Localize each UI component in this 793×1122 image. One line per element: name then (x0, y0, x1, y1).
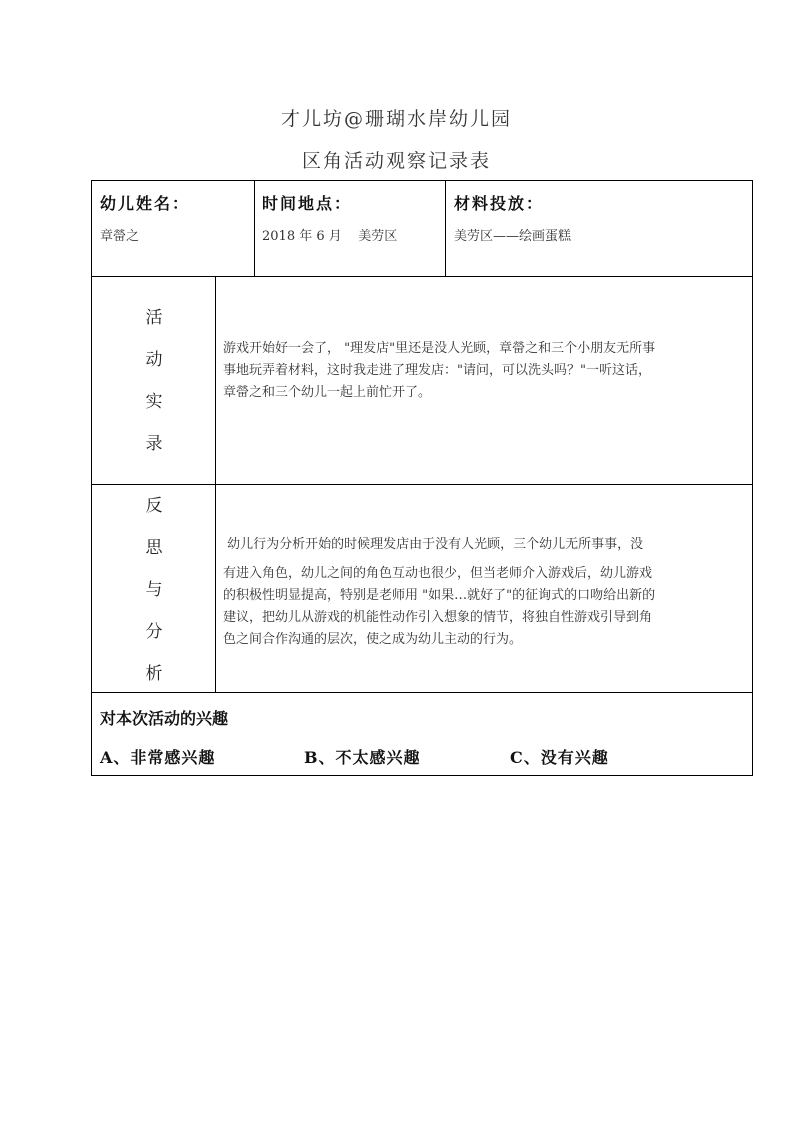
label-char: 活 (145, 308, 163, 328)
time-place-cell (262, 191, 397, 244)
interest-title: 对本次活动的兴趣 (100, 709, 229, 728)
child-name-value: 章㽦之 (100, 229, 140, 244)
text-line: 章㽦之和三个幼儿一起上前忙开了。 (223, 385, 432, 400)
reflection-analysis-label (92, 485, 216, 695)
form-title: 区角活动观察记录表 (301, 150, 491, 172)
materials-cell (454, 191, 571, 244)
col-divider (445, 181, 446, 276)
label-char: 实 (145, 392, 163, 412)
text-line: 游戏开始好一会了， "理发店"里还是没人光顾，章㽦之和三个小朋友无所事 (223, 341, 656, 356)
text-line: 幼儿行为分析开始的时候理发店由于没有人光顾，三个幼儿无所事事，没 (223, 537, 644, 552)
col-divider (254, 181, 255, 276)
reflection-analysis-text (223, 534, 748, 651)
label-char: 动 (145, 350, 163, 370)
materials-label: 材料投放： (454, 194, 545, 213)
label-char: 思 (145, 538, 163, 558)
row-divider (92, 276, 752, 277)
activity-record-text (223, 338, 748, 404)
time-place-value: 2018 年 6 月 美劳区 (262, 229, 398, 244)
interest-option-c[interactable]: C、没有兴趣 (510, 748, 609, 767)
text-line: 有进入角色，幼儿之间的角色互动也很少，但当老师介入游戏后，幼儿游戏 (223, 566, 653, 581)
interest-option-b[interactable]: B、不太感兴趣 (304, 748, 421, 767)
child-name-cell (100, 191, 190, 244)
label-char: 析 (145, 664, 163, 684)
label-char: 反 (145, 496, 163, 516)
observation-table (91, 180, 753, 776)
text-line: 事地玩弄着材料，这时我走进了理发店："请问，可以洗头吗？"一听这话， (223, 363, 651, 378)
school-name: 才儿坊@珊瑚水岸幼儿园 (280, 108, 512, 130)
text-line: 建议，把幼儿从游戏的机能性动作引入想象的情节，将独自性游戏引导到角 (223, 610, 653, 625)
label-char: 与 (145, 580, 163, 600)
child-name-label: 幼儿姓名： (100, 194, 191, 213)
text-line: 色之间合作沟通的层次，使之成为幼儿主动的行为。 (223, 632, 523, 647)
activity-record-label (92, 297, 216, 465)
time-place-label: 时间地点： (262, 194, 353, 213)
text-line: 的积极性明显提高，特别是老师用 "如果…就好了"的征询式的口吻给出新的 (223, 588, 656, 603)
label-char: 录 (145, 434, 163, 454)
label-char: 分 (145, 622, 163, 642)
materials-value: 美劳区——绘画蛋糕 (454, 229, 572, 244)
interest-option-a[interactable]: A、非常感兴趣 (100, 748, 216, 767)
